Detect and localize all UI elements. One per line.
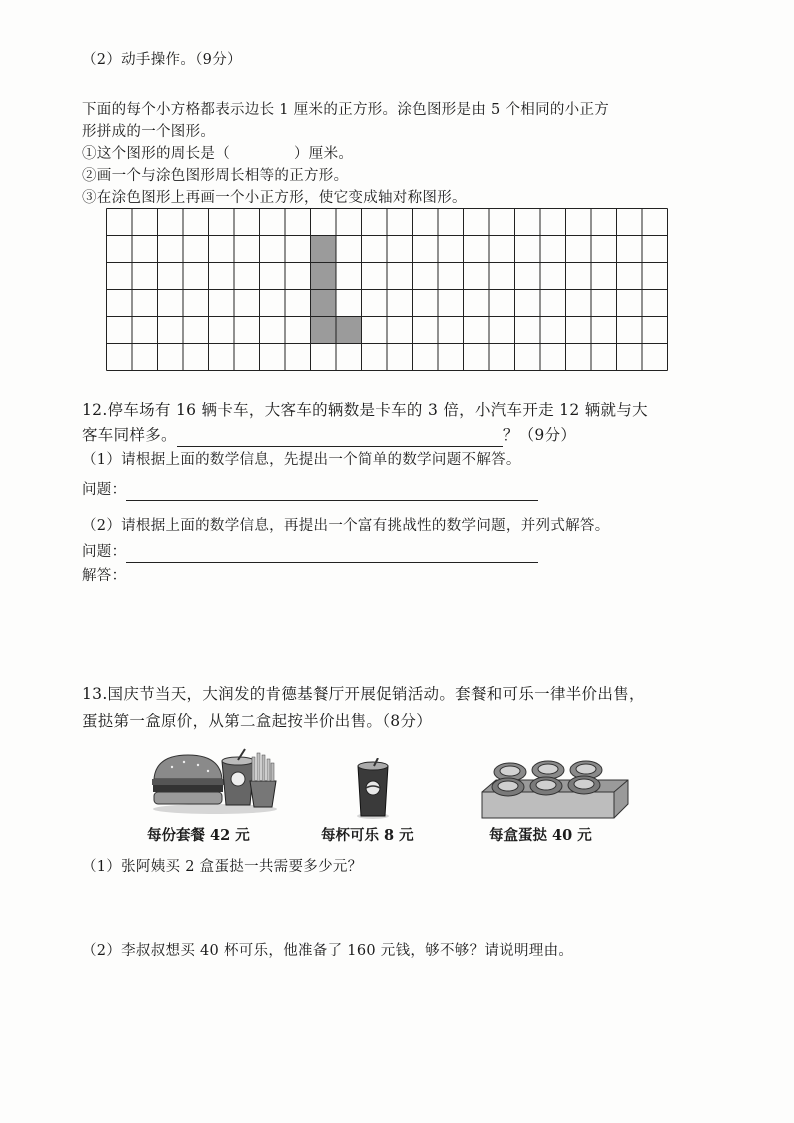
square-grid[interactable] [106,208,669,372]
egg-tart-price-label: 每盒蛋挞 40 元 [489,827,592,844]
cola-price-label: 每杯可乐 8 元 [321,827,414,844]
q11-item1-before: ①这个图形的周长是（ [82,146,230,162]
q11-item3: ③在涂色图形上再画一个小正方形，使它变成轴对称图形。 [82,190,467,206]
q12-question-row1 [82,480,538,501]
q13-line1: 13.国庆节当天，大润发的肯德基餐厅开展促销活动。套餐和可乐一律半价出售， [82,685,645,703]
q11-heading: （2）动手操作。（9分） [82,52,242,68]
q12-line2-prefix: 客车同样多。 [82,426,177,444]
q12-part2: （2）请根据上面的数学信息，再提出一个富有挑战性的数学问题，并列式解答。 [82,518,610,534]
q12-line2 [82,424,576,447]
shaded-cell [311,317,337,344]
question-label-2: 问题： [82,544,127,560]
shaded-cell [311,263,337,290]
q12-line2-suffix: ？（9分） [502,426,577,444]
q11-item1-after: ）厘米。 [294,146,354,162]
q13-part2: （2）李叔叔想买 40 杯可乐，他准备了 160 元钱，够不够？请说明理由。 [82,943,574,959]
question-answer-line-2[interactable] [126,542,538,563]
shaded-cell [311,236,337,263]
answer-label: 解答： [82,568,127,584]
q13-part1: （1）张阿姨买 2 盒蛋挞一共需要多少元？ [82,859,363,875]
q11-intro-line2: 形拼成的一个图形。 [82,124,216,140]
egg-tart-box-icon [480,758,630,820]
meal-price-label: 每份套餐 42 元 [147,827,250,844]
q11-item1 [82,144,353,164]
q12-question-blank[interactable] [177,424,503,447]
q12-part1: （1）请根据上面的数学信息，先提出一个简单的数学问题不解答。 [82,452,521,468]
q11-item2: ②画一个与涂色图形周长相等的正方形。 [82,168,349,184]
cola-cup-icon [356,758,390,820]
shaded-cell [311,290,337,317]
shaded-cell [336,317,362,344]
question-label-1: 问题： [82,482,127,498]
q12-question-row2 [82,542,538,563]
q12-line1: 12.停车场有 16 辆卡车，大客车的辆数是卡车的 3 倍，小汽车开走 12 辆就与大 [82,401,648,419]
question-answer-line-1[interactable] [126,480,538,501]
q13-line2: 蛋挞第一盒原价，从第二盒起按半价出售。（8分） [82,712,433,730]
q11-intro-line1: 下面的每个小方格都表示边长 1 厘米的正方形。涂色图形是由 5 个相同的小正方 [82,102,610,118]
burger-meal-icon [150,745,280,815]
